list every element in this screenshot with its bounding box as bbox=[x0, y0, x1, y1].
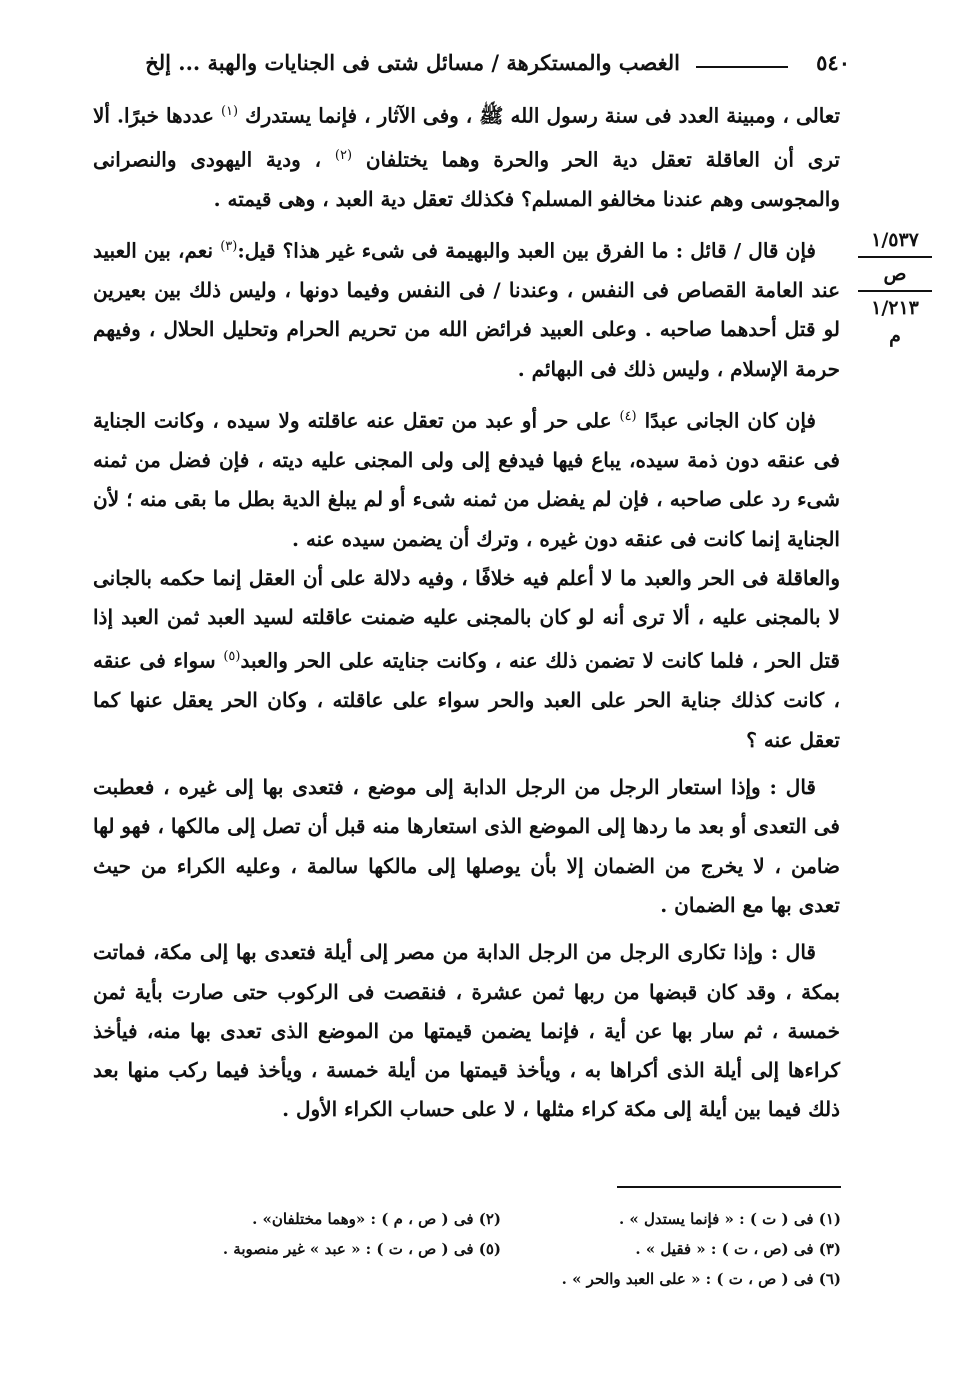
paragraph-1 bbox=[93, 92, 840, 219]
footnote-row bbox=[205, 1264, 841, 1294]
paragraph-6: قال : وإذا تكارى الرجل من الرجل الدابة من مصر إلى أيلة فتعدى بها إلى مكة، فماتت بمكة ، وقد كان قبضها من ربها ثمن عشرة ، فنقصت فى الركوب حتى صارت بأية ثمن خمسة ، ثم سار بها عن أية ، فإنما يضمن قيمتها من الموضع الذى تعدى بها منه، فيأخذ كراءها إلى أيلة الذى أكراها به ، ويأخذ قيمتها من أيلة خمسة ، ويأخذ فيما ركب منها بعد ذلك فيما بين أيلة إلى مكة كراء مثلها ، لا على حساب الكراء الأول . bbox=[93, 940, 840, 1122]
footnote-1: (١) فى ( ت ) : « فإنما يستدل » . bbox=[618, 1210, 841, 1228]
margin-ref-line-1: ١/٥٣٧ bbox=[871, 229, 919, 251]
text-run: سواء فى عنقه ، كانت كذلك جناية الحر على العبد والحر سواء على عاقلته ، وكان الحر يعقل عنها كما تعقل عنه ؟ bbox=[93, 649, 840, 752]
footnotes bbox=[205, 1204, 841, 1294]
margin-rule bbox=[858, 256, 932, 258]
footnote-5: (٥) فى ( ص ، ت ) : « عبد » غير منصوبة . bbox=[222, 1240, 501, 1258]
footnote-6: (٦) فى ( ص ، ت ) : « على العبد والحر » . bbox=[561, 1270, 841, 1288]
text-run: ، ودية اليهودى والنصرانى والمجوسى وهم عندنا مخالفو المسلم؟ فكذلك تعقل دية العبد ، وهى قيمته . bbox=[93, 147, 840, 211]
header-rule bbox=[696, 66, 788, 68]
footnote-ref: (٥) bbox=[223, 649, 241, 665]
text-run: تعالى ، ومبينة العدد فى سنة رسول الله ﷺ ، وفى الآثار ، فإنما يستدرك bbox=[245, 103, 841, 128]
margin-ref-line-3: ١/٢١٣ bbox=[871, 297, 919, 319]
text-run: فإن قال / قائل : ما الفرق بين العبد والبهيمة فى شىء غير هذا؟ قيل: bbox=[237, 238, 816, 263]
footnote-3: (٣) فى (ص ، ت ) : « فقيل » . bbox=[635, 1240, 841, 1258]
margin-rule bbox=[858, 290, 932, 292]
footnote-ref: (٣) bbox=[220, 239, 238, 255]
footnote-2: (٢) فى ( ص ، م ) : «وهما مختلفان» . bbox=[252, 1210, 501, 1228]
footnote-ref: (١) bbox=[220, 104, 239, 119]
footnote-ref: (٢) bbox=[334, 147, 353, 163]
footnote-separator bbox=[617, 1186, 841, 1188]
text-run: عددها خبرًا. ألا ترى أن العاقلة تعقل دية الحر والحرة وهما يختلفان bbox=[93, 103, 840, 172]
margin-ref-line-4: م bbox=[889, 325, 901, 347]
text-run: على حر أو عبد من تعقل عنه عاقلته ولا سيده ، وكانت الجناية فى عنقه دون ذمة سيده، يباع فيها فيدفع إلى ولى المجنى عليه ديته ، فإن فضل من ثمنه شىء رد على صاحبه ، فإن لم يفضل من ثمنه شىء أو لم يبلغ الدية بطل ما بقى منه ؛ لأن الجناية إنما كانت فى عنقه دون غيره ، وترك أن يضمن سيده عنه . bbox=[93, 408, 840, 551]
text-run: والعاقلة فى الحر والعبد ما لا أعلم فيه خلافًا ، وفيه دلالة على أن العقل إنما حكمه بالجانى لا بالمجنى عليه ، ألا ترى أنه لو كان بالمجنى عليه ضمنت عاقلته لسيد العبد ثمن العبد إذا قتل الحر ، فلما كانت لا تضمن ذلك عنه ، وكانت جنايته على الحر والعبد bbox=[93, 565, 841, 674]
page-number: ٥٤٠ bbox=[816, 50, 850, 75]
footnote-row bbox=[205, 1234, 841, 1264]
body-text bbox=[93, 92, 840, 1130]
paragraph-2 bbox=[93, 227, 840, 389]
paragraph-5: قال : وإذا استعار الرجل من الرجل الدابة إلى موضع ، فتعدى بها إلى غيره ، فعطبت فى التعدى أو بعد ما ردها إلى الموضع الذى استعارها منه قبل أن تصل إلى مالكها ، فهو لها ضامن ، لا يخرج من الضمان إلا بأن يوصلها إلى مالكها سالمة ، وعليه الكراء من حيث تعدى بها مع الضمان . bbox=[93, 775, 840, 917]
footnote-row bbox=[205, 1204, 841, 1234]
text-run: فإن كان الجانى عبدًا bbox=[644, 408, 816, 433]
footnote-ref: (٤) bbox=[619, 409, 637, 425]
text-run: نعم، بين العبيد عند العامة القصاص فى النفس ، وعندنا / فى النفس وفيما دونها ، وليس ذلك بين بعيرين لو قتل أحدهما صاحبه . وعلى العبيد فرائض الله من تحريم الحرام وتحليل الحلال ، وفيهم حرمة الإسلام ، وليس ذلك فى البهائم . bbox=[93, 238, 840, 381]
paragraph-4 bbox=[93, 559, 840, 760]
margin-ref-line-2: ص bbox=[883, 263, 907, 285]
running-header bbox=[95, 42, 850, 82]
paragraph-3 bbox=[93, 397, 840, 559]
margin-reference bbox=[858, 226, 932, 350]
running-title: الغصب والمستكرهة / مسائل شتى فى الجنايات والهبة ... إلخ bbox=[145, 50, 680, 75]
